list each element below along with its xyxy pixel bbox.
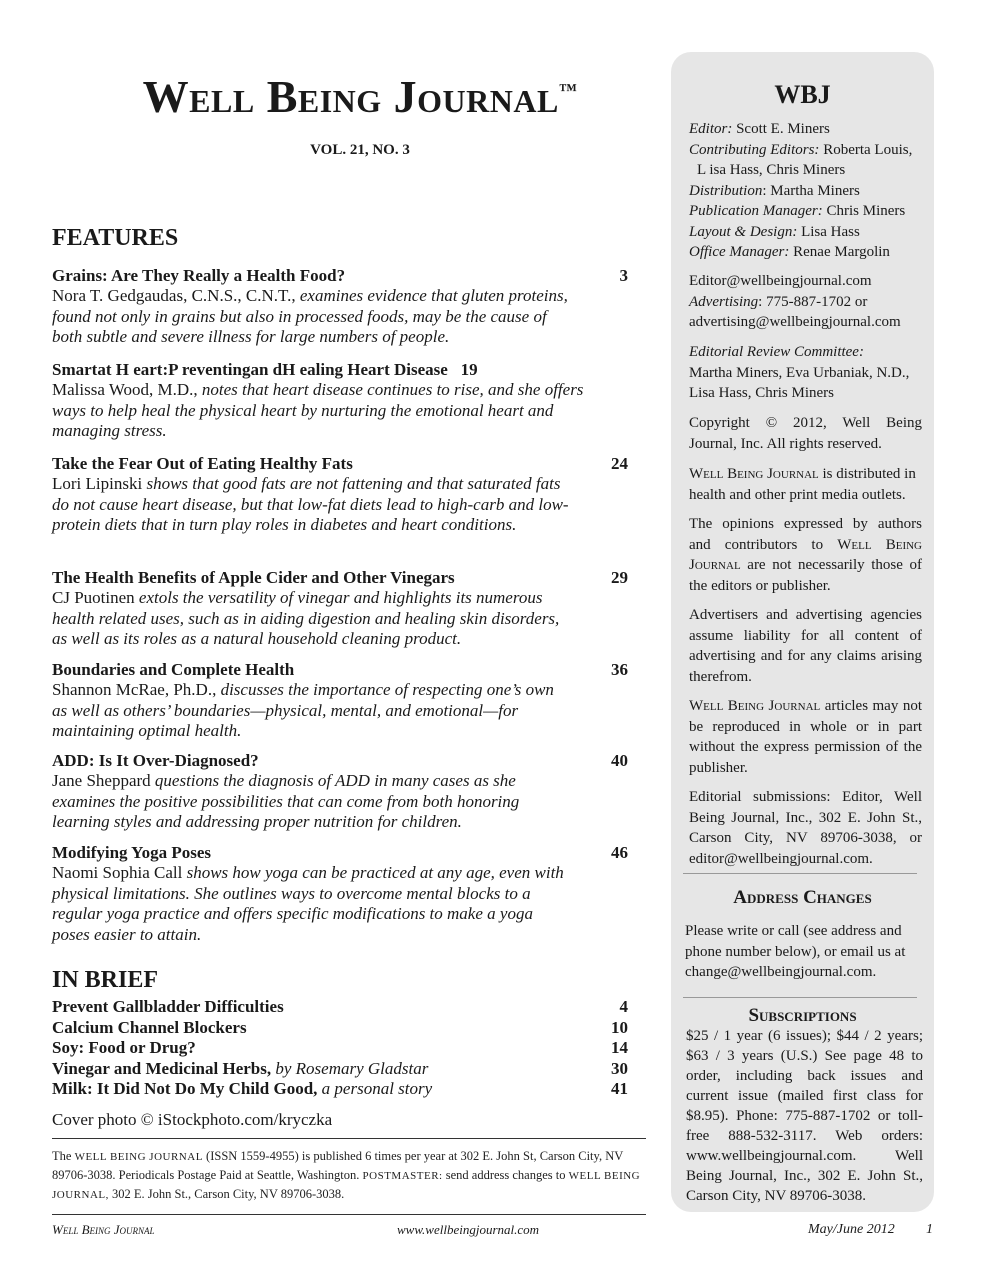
feature-description: examines evidence that gluten proteins, found not only in grains but also in processed foods, may be the cause of both subtle and severe illness for large numbers of people. [52, 286, 568, 346]
feature-item [52, 360, 628, 442]
feature-description: shows how yoga can be practiced at any age, even with physical limitations. She outlines ways to overcome mental blocks to a regular yoga practice and offers specific modifications to make a yoga poses easier to attain. [52, 863, 564, 944]
feature-author: Shannon McRae, Ph.D., [52, 680, 217, 699]
brief-item: Calcium Channel Blockers 10 [52, 1017, 628, 1037]
feature-page: 40 [611, 751, 628, 770]
sidebar-divider [683, 997, 917, 998]
staff-row: Contributing Editors: Roberta Louis, [689, 141, 913, 158]
staff-row: Office Manager: Renae Margolin [689, 244, 890, 260]
journal-title: Well Being Journal™ [142, 71, 578, 122]
footer-date: May/June 2012 [808, 1222, 895, 1237]
submissions-note: Editorial submissions: Editor, Well Being Journal, Inc., 302 E. John St., Carson City, NV 89706-3038, or editor@wellbeingjournal.com. [689, 789, 922, 867]
feature-page: 19 [460, 360, 478, 379]
reproduction-note: Well Being Journal articles may not be reproduced in whole or in part without the express permission of the publisher. [689, 698, 922, 776]
feature-page: 24 [611, 454, 628, 473]
feature-title: Grains: Are They Really a Health Food? [52, 266, 346, 285]
feature-description: notes that heart disease continues to rise, and she offers ways to help heal the physical heart by nurturing the emotional heart and managing stress. [52, 380, 584, 440]
feature-page: 29 [611, 568, 628, 587]
feature-item [52, 660, 628, 742]
feature-title: Smartat H eart:P reventingan dH ealing Heart Disease [52, 360, 448, 379]
feature-item [52, 568, 628, 650]
feature-title: The Health Benefits of Apple Cider and Other Vinegars [52, 568, 455, 587]
feature-description: shows that good fats are not fattening and that saturated fats do not cause heart disease, but that low-fat diets lead to high-carb and low-protein diets that in turn play roles in diabetes and heart conditions. [52, 474, 569, 534]
feature-author: Malissa Wood, M.D., [52, 380, 198, 399]
feature-author: Jane Sheppard [52, 771, 151, 790]
feature-title: ADD: Is It Over-Diagnosed? [52, 751, 259, 770]
brief-page: 14 [611, 1038, 628, 1057]
feature-item [52, 454, 628, 536]
feature-author: Lori Lipinski [52, 474, 143, 493]
staff-list [689, 119, 922, 263]
advertising-phone: : 775-887-1702 or [758, 293, 868, 310]
feature-page: 36 [611, 660, 628, 679]
feature-description: extols the versatility of vinegar and highlights its numerous health related uses, such as in aiding digestion and healing skin disorders, as well as its roles as a natural household cleaning product. [52, 588, 560, 648]
advertisers-note: Advertisers and advertising agencies assume liability for all content of advertising and for any claims arising therefrom. [689, 607, 922, 685]
features-heading: FEATURES [52, 225, 179, 251]
feature-item [52, 266, 628, 348]
feature-description: questions the diagnosis of ADD in many cases as she examines the positive possibilities that can come from both honoring learning styles and addressing proper nutrition for children. [52, 771, 520, 831]
brief-page: 4 [619, 997, 628, 1016]
cover-photo-credit: Cover photo © iStockphoto.com/kryczka [52, 1110, 333, 1129]
brief-page: 41 [611, 1079, 628, 1098]
staff-row: Distribution: Martha Miners [689, 182, 860, 199]
brief-item: Milk: It Did Not Do My Child Good, a personal story 41 [52, 1079, 628, 1098]
staff-row: Publication Manager: Chris Miners [689, 203, 906, 219]
feature-item [52, 843, 628, 945]
staff-row: Editor: Scott E. Miners [689, 121, 830, 137]
footer-website: www.wellbeingjournal.com [397, 1222, 540, 1237]
opinions-note: The opinions expressed by authors and contributors to Well Being Journal are not necessarily those of the editors or publisher. [689, 516, 923, 594]
subscriptions-heading: Subscriptions [748, 1005, 857, 1026]
brief-item: Prevent Gallbladder Difficulties 4 [52, 997, 628, 1016]
staff-row: Layout & Design: Lisa Hass [689, 223, 860, 240]
feature-author: Nora T. Gedgaudas, C.N.S., C.N.T., [52, 286, 296, 305]
feature-author: CJ Puotinen [52, 588, 135, 607]
sidebar-divider [683, 873, 917, 874]
feature-title: Modifying Yoga Poses [52, 843, 211, 862]
in-brief-list [52, 997, 628, 1100]
feature-page: 3 [619, 266, 628, 285]
feature-description: discusses the importance of respecting one’s own as well as others’ boundaries—physical, mental, and emotional—for maintaining optimal health. [52, 680, 554, 740]
page-number: 1 [926, 1222, 933, 1237]
feature-title: Take the Fear Out of Eating Healthy Fats [52, 454, 353, 473]
feature-title: Boundaries and Complete Health [52, 660, 295, 679]
subscriptions-text: $25 / 1 year (6 issues); $44 / 2 years; $63 / 3 years (U.S.) See page 48 to order, including back issues and current issue (mailed first class for $8.95). Phone: 775-887-1702 or toll-free 888-532-3117. Web orders: www.wellbeingjournal.com. Well Being Journal, Inc., 302 E. John St., Carson City, NV 89706-3038. [686, 1028, 923, 1204]
advertising-label: Advertising [689, 293, 759, 310]
address-changes-text: Please write or call (see address and phone number below), or email us at change@wellbeingjournal.com. [685, 923, 906, 980]
distribution-note: Well Being Journal is distributed in health and other print media outlets. [689, 466, 916, 503]
copyright: Copyright © 2012, Well Being Journal, Inc. All rights reserved. [689, 415, 922, 452]
brief-item: Vinegar and Medicinal Herbs, by Rosemary Gladstar 30 [52, 1058, 628, 1078]
in-brief-heading: IN BRIEF [52, 967, 159, 993]
sidebar-heading: WBJ [774, 80, 831, 109]
feature-item [52, 751, 628, 833]
footer-journal-name: Well Being Journal [52, 1222, 155, 1237]
feature-page: 46 [611, 843, 628, 862]
address-changes-heading: Address Changes [733, 887, 872, 908]
brief-page: 30 [611, 1058, 628, 1078]
divider [52, 1214, 646, 1215]
editor-email: Editor@wellbeingjournal.com [689, 273, 872, 289]
advertising-email: advertising@wellbeingjournal.com [689, 314, 901, 330]
publication-note: The WELL BEING JOURNAL (ISSN 1559-4955) is published 6 times per year at 302 E. John St, Carson City, NV 89706-3038. Periodicals Postage Paid at Seattle, Washington. POSTMASTER: send address changes to WELL BEING JOURNAL, 302 E. John St., Carson City, NV 89706-3038. [52, 1149, 641, 1201]
staff-row: L isa Hass, Chris Miners [697, 162, 846, 178]
trademark-symbol: ™ [558, 80, 578, 100]
review-committee: Editorial Review Committee: Martha Miners, Eva Urbaniak, N.D., Lisa Hass, Chris Miners [689, 344, 910, 401]
contact-block [689, 271, 922, 333]
divider [52, 1138, 646, 1139]
feature-author: Naomi Sophia Call [52, 863, 183, 882]
brief-page: 10 [611, 1017, 628, 1037]
brief-item: Soy: Food or Drug? 14 [52, 1038, 628, 1057]
volume-number: VOL. 21, NO. 3 [310, 142, 410, 158]
